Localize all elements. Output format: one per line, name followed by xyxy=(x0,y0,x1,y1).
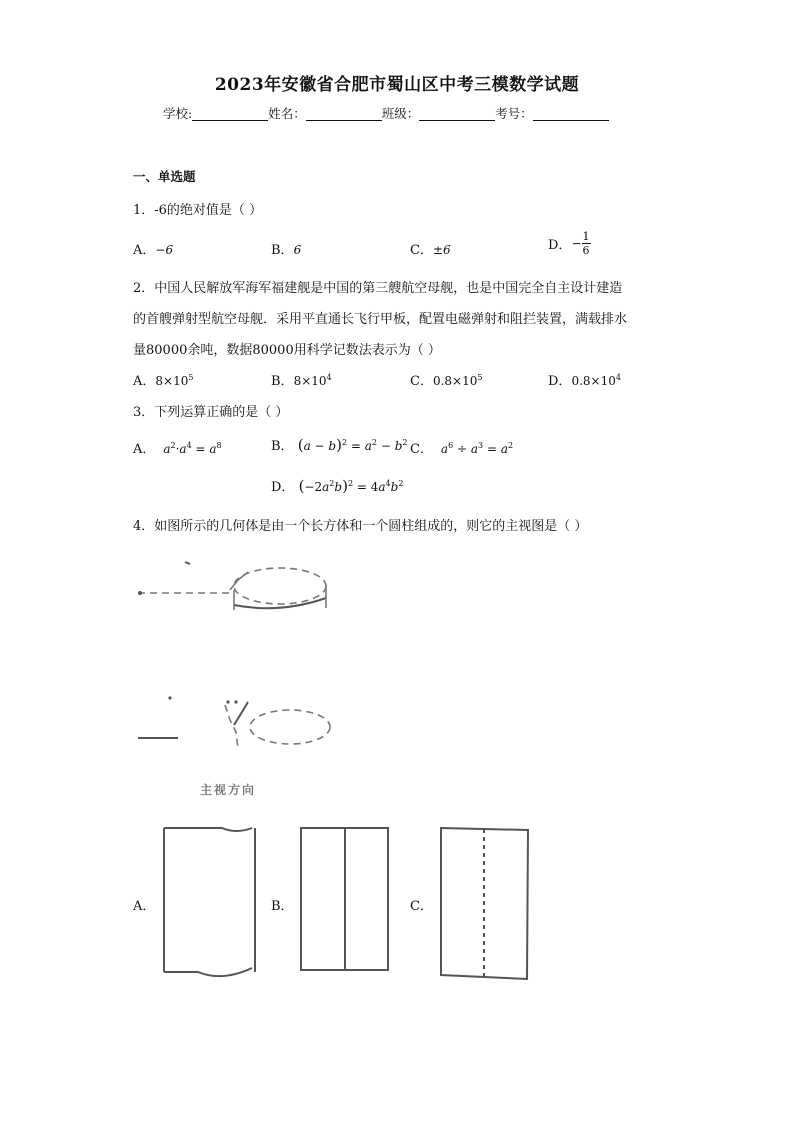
q3-option-d-formula: $(-2a^2b)^2 = 4a^4b^2$ xyxy=(298,477,404,495)
q3-option-a xyxy=(133,438,222,457)
geometry-solid-figure xyxy=(130,550,350,810)
box-corner-mark xyxy=(185,562,190,564)
q3-stem: 3．下列运算正确的是（ ） xyxy=(133,405,289,420)
q1-option-a xyxy=(133,239,173,258)
q4-stem: 4．如图所示的几何体是由一个长方体和一个圆柱组成的，则它的主视图是（ ） xyxy=(133,519,588,534)
name-label: 姓名： xyxy=(268,106,306,121)
fraction-numerator: 1 xyxy=(582,230,590,243)
cylinder-bottom-ellipse xyxy=(250,710,330,744)
q4-option-a-label: A． xyxy=(133,899,156,914)
q1-option-c-value: ±6 xyxy=(432,243,451,257)
exam-number-blank xyxy=(533,106,609,121)
q2-stem-line-2: 的首艘弹射型航空母舰．采用平直通长飞行甲板，配置电磁弹射和阻拦装置，满载排水 xyxy=(133,312,628,327)
option-a-bottom-edge xyxy=(164,968,252,976)
q2-option-a-label: A． xyxy=(133,374,156,389)
student-info-line xyxy=(163,104,609,122)
q3-option-b-label: B． xyxy=(271,439,294,454)
q2-option-b xyxy=(271,370,332,389)
q4-option-b-figure xyxy=(298,824,393,974)
q2-stem-line-1: 2．中国人民解放军海军福建舰是中国的第三艘航空母舰，也是中国完全自主设计建造 xyxy=(133,281,623,296)
class-blank xyxy=(419,106,495,121)
figure-dot xyxy=(234,700,237,703)
q2-option-c xyxy=(410,370,482,389)
box-slant-edge-lower xyxy=(234,702,248,725)
q1-option-a-value: −6 xyxy=(155,243,174,257)
q2-option-a xyxy=(133,370,193,389)
q1-option-c xyxy=(410,239,451,258)
q1-option-d xyxy=(548,230,591,257)
class-label: 班级： xyxy=(381,106,420,121)
q2-option-d xyxy=(548,370,621,389)
q1-option-d-fraction xyxy=(582,230,591,257)
q3-option-b-formula: $(a - b)^2 = a^2 - b^2$ xyxy=(297,436,408,454)
q2-stem-line-3: 量80000余吨，数据80000用科学记数法表示为（ ） xyxy=(133,343,441,358)
page-title: 2023年安徽省合肥市蜀山区中考三模数学试题 xyxy=(214,75,580,95)
q3-option-c-formula: $a^6 \div a^3 = a^2$ xyxy=(437,441,514,456)
q3-option-a-formula: $a^2\cdot a^4 = a^8$ xyxy=(159,441,222,456)
q3-option-b xyxy=(271,435,407,454)
q2-option-d-label: D． xyxy=(548,374,572,389)
view-direction-caption: 主视方向 xyxy=(200,783,257,797)
q1-stem: 1．-6的绝对值是（ ） xyxy=(133,203,263,218)
q3-option-c xyxy=(410,438,513,457)
cylinder-top-ellipse xyxy=(234,568,326,604)
q1-option-c-label: C． xyxy=(410,243,433,258)
q2-option-b-exponent: 4 xyxy=(326,373,332,382)
option-a-top-edge xyxy=(164,828,252,831)
school-blank xyxy=(192,106,268,121)
q2-option-b-base: 8×10 xyxy=(293,374,327,388)
q1-option-b-label: B． xyxy=(271,243,294,258)
q4-option-c-figure xyxy=(437,824,532,984)
q1-option-b xyxy=(271,239,301,258)
q1-option-a-label: A． xyxy=(133,243,156,258)
q2-option-c-exponent: 5 xyxy=(477,373,483,382)
figure-dot xyxy=(168,696,171,699)
q2-option-b-label: B． xyxy=(271,374,294,389)
q2-option-c-base: 0.8×10 xyxy=(432,374,478,388)
q2-option-a-base: 8×10 xyxy=(155,374,189,388)
q3-option-d-label: D． xyxy=(271,480,295,495)
fraction-denominator: 6 xyxy=(582,244,590,257)
school-label: 学校: xyxy=(163,106,193,121)
figure-dot xyxy=(226,700,229,703)
q3-option-c-label: C． xyxy=(410,442,433,457)
section-heading: 一、单选题 xyxy=(133,169,196,184)
q4-option-a-figure xyxy=(160,822,265,982)
q1-option-d-sign: − xyxy=(571,236,582,251)
q2-option-c-label: C． xyxy=(410,374,433,389)
q1-option-b-value: 6 xyxy=(293,243,302,257)
name-blank xyxy=(306,106,382,121)
q4-option-b-label: B． xyxy=(271,899,294,914)
exam-number-label: 考号： xyxy=(495,106,533,121)
q3-option-d xyxy=(271,476,403,495)
q2-option-d-base: 0.8×10 xyxy=(571,374,616,388)
q2-option-a-exponent: 5 xyxy=(188,373,194,382)
box-hidden-edge xyxy=(225,705,238,748)
q1-option-d-label: D． xyxy=(548,238,572,253)
q4-option-c-label: C． xyxy=(410,899,433,914)
q3-option-a-label: A． xyxy=(133,442,156,457)
q2-option-d-exponent: 4 xyxy=(615,373,621,382)
figure-dot xyxy=(138,591,142,595)
